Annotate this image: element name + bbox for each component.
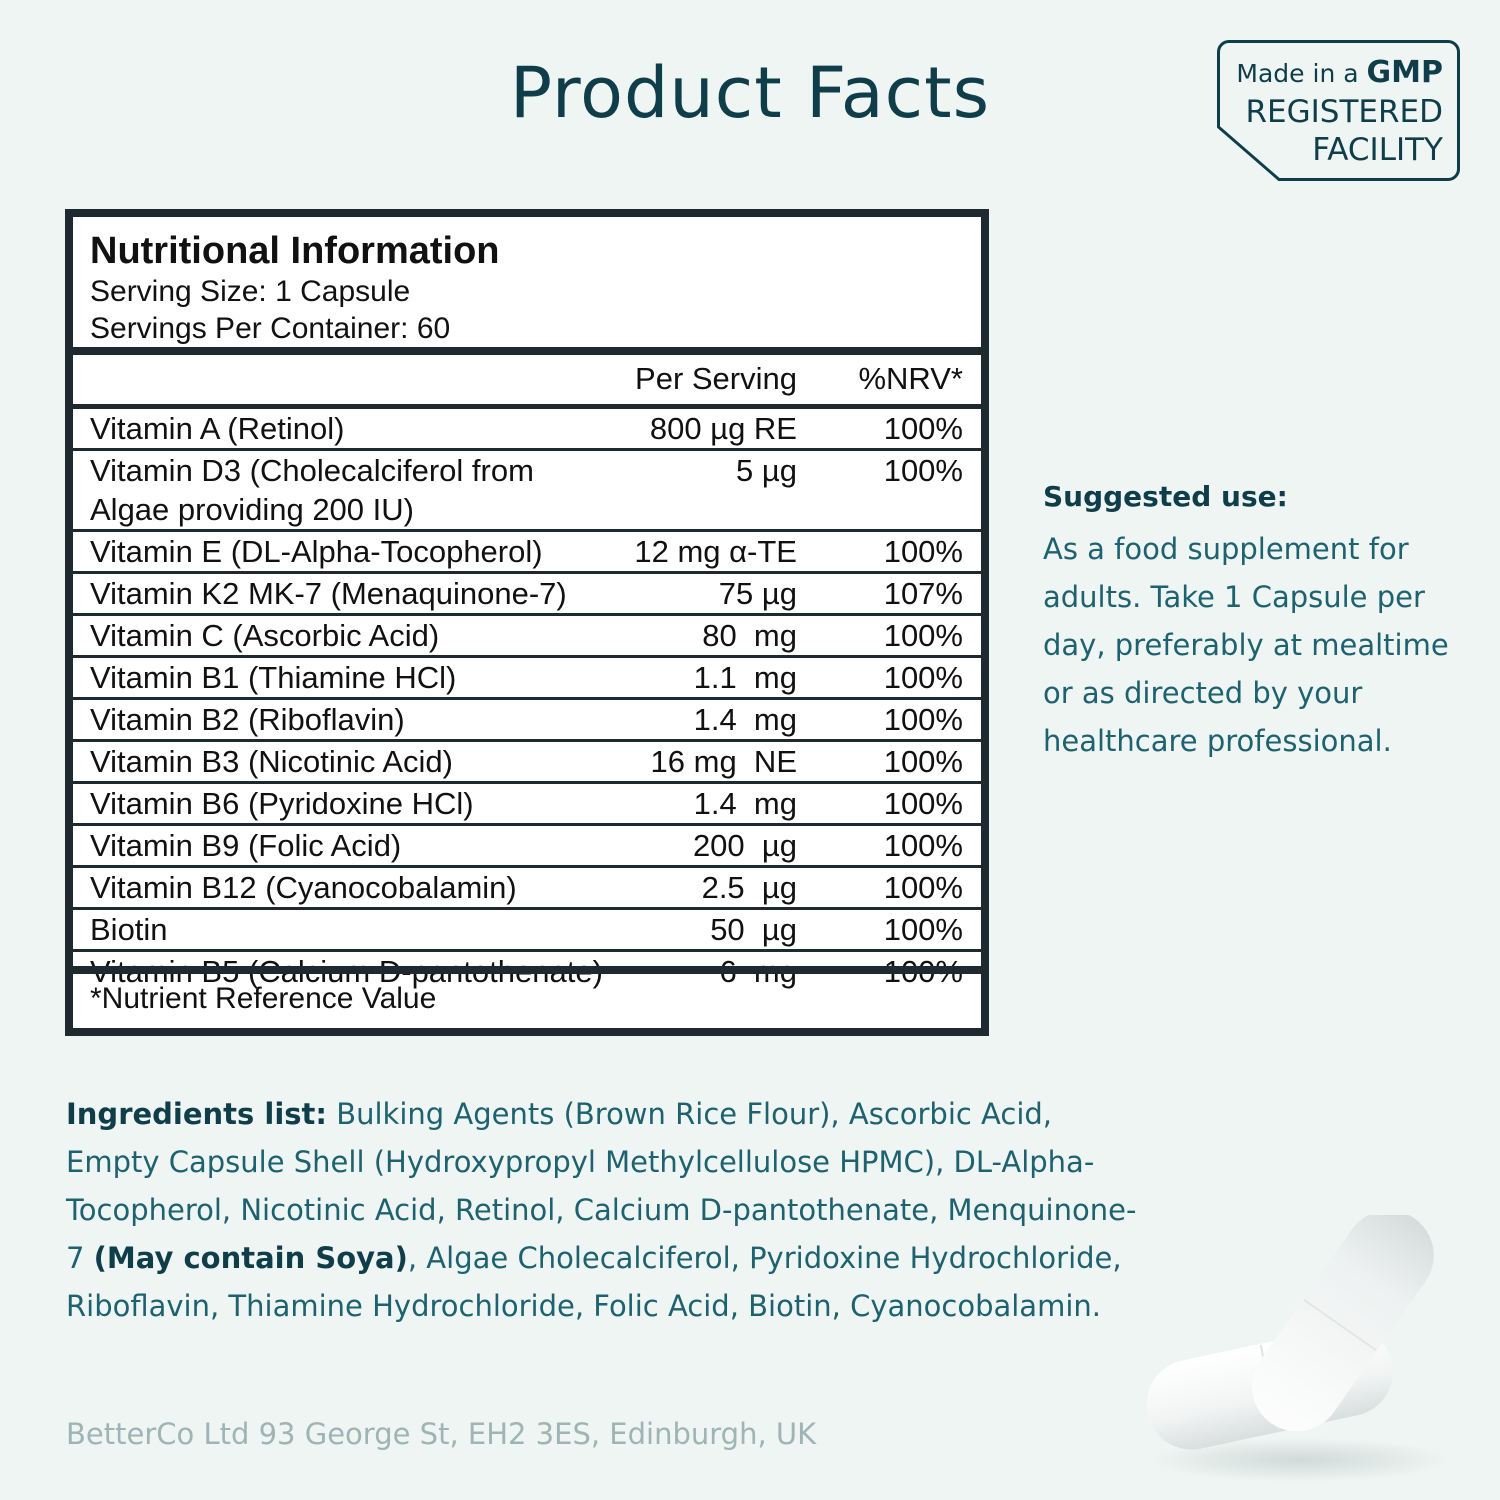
badge-gmp: GMP <box>1366 55 1443 90</box>
nutrient-name: Vitamin E (DL-Alpha-Tocopherol) <box>90 534 543 569</box>
nutrient-nrv: 100% <box>883 411 963 446</box>
nutrient-amount: 75 µg <box>718 576 797 611</box>
table-row <box>73 784 981 826</box>
nutrient-nrv: 100% <box>883 534 963 569</box>
table-row <box>73 574 981 616</box>
nutrient-nrv: 100% <box>883 954 963 989</box>
nutrient-nrv: 100% <box>883 870 963 905</box>
nutrient-name: Vitamin D3 (Cholecalciferol from Algae providing 200 IU) <box>90 453 534 527</box>
column-headers <box>73 355 981 409</box>
table-row <box>73 409 981 451</box>
nutrient-name: Vitamin A (Retinol) <box>90 411 345 446</box>
badge-prefix: Made in a <box>1236 59 1359 88</box>
nutrition-panel <box>65 209 989 1036</box>
nutrient-amount: 1.1 mg <box>693 660 797 695</box>
nutrient-amount: 200 µg <box>692 828 797 863</box>
table-row <box>73 451 981 532</box>
nutrient-amount: 80 mg <box>702 618 797 653</box>
table-row <box>73 868 981 910</box>
nutrient-name: Vitamin K2 MK-7 (Menaquinone-7) <box>90 576 567 611</box>
nutrient-nrv: 107% <box>883 576 963 611</box>
nutrient-nrv: 100% <box>883 660 963 695</box>
ingredients-text-2: , Algae Cholecalciferol, Pyridoxine Hydrochloride, Riboflavin, Thiamine Hydrochloride, Folic Acid, Biotin, Cyanocobalamin. <box>66 1241 1122 1323</box>
table-row <box>73 910 981 952</box>
nutrient-name: Vitamin B3 (Nicotinic Acid) <box>90 744 453 779</box>
nutrient-amount: 5 µg <box>736 453 797 488</box>
nutrient-amount: 1.4 mg <box>693 786 797 821</box>
nutrient-name: Vitamin C (Ascorbic Acid) <box>90 618 440 653</box>
serving-size: Serving Size: 1 Capsule <box>90 275 411 308</box>
nutrient-name: Vitamin B2 (Riboflavin) <box>90 702 405 737</box>
col-per-serving: Per Serving <box>635 361 797 396</box>
nutrient-amount: 2.5 µg <box>701 870 797 905</box>
col-nrv: %NRV* <box>858 361 963 396</box>
nutrient-name: Biotin <box>90 912 168 947</box>
gmp-badge <box>1217 40 1460 181</box>
ingredients-text-1: Bulking Agents (Brown Rice Flour), Ascorbic Acid, Empty Capsule Shell (Hydroxypropyl Methylcellulose HPMC), DL-Alpha-Tocopherol, Nicotinic Acid, Retinol, Calcium D-pantothenate, Menquinone-7 <box>66 1097 1137 1275</box>
table-row <box>73 700 981 742</box>
table-row <box>73 742 981 784</box>
table-row <box>73 532 981 574</box>
badge-registered: REGISTERED <box>1245 94 1443 130</box>
page-title: Product Facts <box>509 52 991 134</box>
servings-per-container: Servings Per Container: 60 <box>90 312 451 345</box>
nutrient-name: Vitamin B12 (Cyanocobalamin) <box>90 870 517 905</box>
nutrition-header <box>73 217 981 355</box>
ingredients-label: Ingredients list: <box>66 1097 327 1131</box>
nutrient-rows <box>73 409 981 991</box>
nutrient-nrv: 100% <box>883 912 963 947</box>
nutrient-name: Vitamin B1 (Thiamine HCl) <box>90 660 457 695</box>
nutrient-name: Vitamin B9 (Folic Acid) <box>90 828 402 863</box>
nutrient-amount: 12 mg α-TE <box>634 534 797 569</box>
nutrient-nrv: 100% <box>883 786 963 821</box>
nutrient-amount: 1.4 mg <box>693 702 797 737</box>
nutrient-nrv: 100% <box>883 453 963 488</box>
table-row <box>73 616 981 658</box>
nutrient-nrv: 100% <box>883 702 963 737</box>
nutrient-name: Vitamin B6 (Pyridoxine HCl) <box>90 786 474 821</box>
nutrient-nrv: 100% <box>883 744 963 779</box>
ingredients-list <box>66 1090 1146 1330</box>
badge-facility: FACILITY <box>1312 132 1443 168</box>
suggested-use-title: Suggested use: <box>1043 480 1288 513</box>
nutrient-amount: 800 µg RE <box>649 411 797 446</box>
allergen-warning: (May contain Soya) <box>93 1241 408 1275</box>
nutrient-amount: 50 µg <box>710 912 797 947</box>
suggested-use-text: As a food supplement for adults. Take 1 Capsule per day, preferably at mealtime or as directed by your healthcare professional. <box>1043 532 1449 758</box>
nutrition-title: Nutritional Information <box>90 230 500 272</box>
table-row <box>73 658 981 700</box>
nutrient-nrv: 100% <box>883 618 963 653</box>
nutrient-amount: 16 mg NE <box>650 744 797 779</box>
nutrient-name: Vitamin B5 (Calcium D-pantothenate) <box>90 954 603 989</box>
company-address: BetterCo Ltd 93 George St, EH2 3ES, Edinburgh, UK <box>66 1417 817 1451</box>
capsule-pills-icon <box>1130 1215 1460 1485</box>
nutrient-nrv: 100% <box>883 828 963 863</box>
nutrient-amount: 6 mg <box>719 954 797 989</box>
table-row <box>73 826 981 868</box>
nrv-footnote: *Nutrient Reference Value <box>73 966 981 1028</box>
